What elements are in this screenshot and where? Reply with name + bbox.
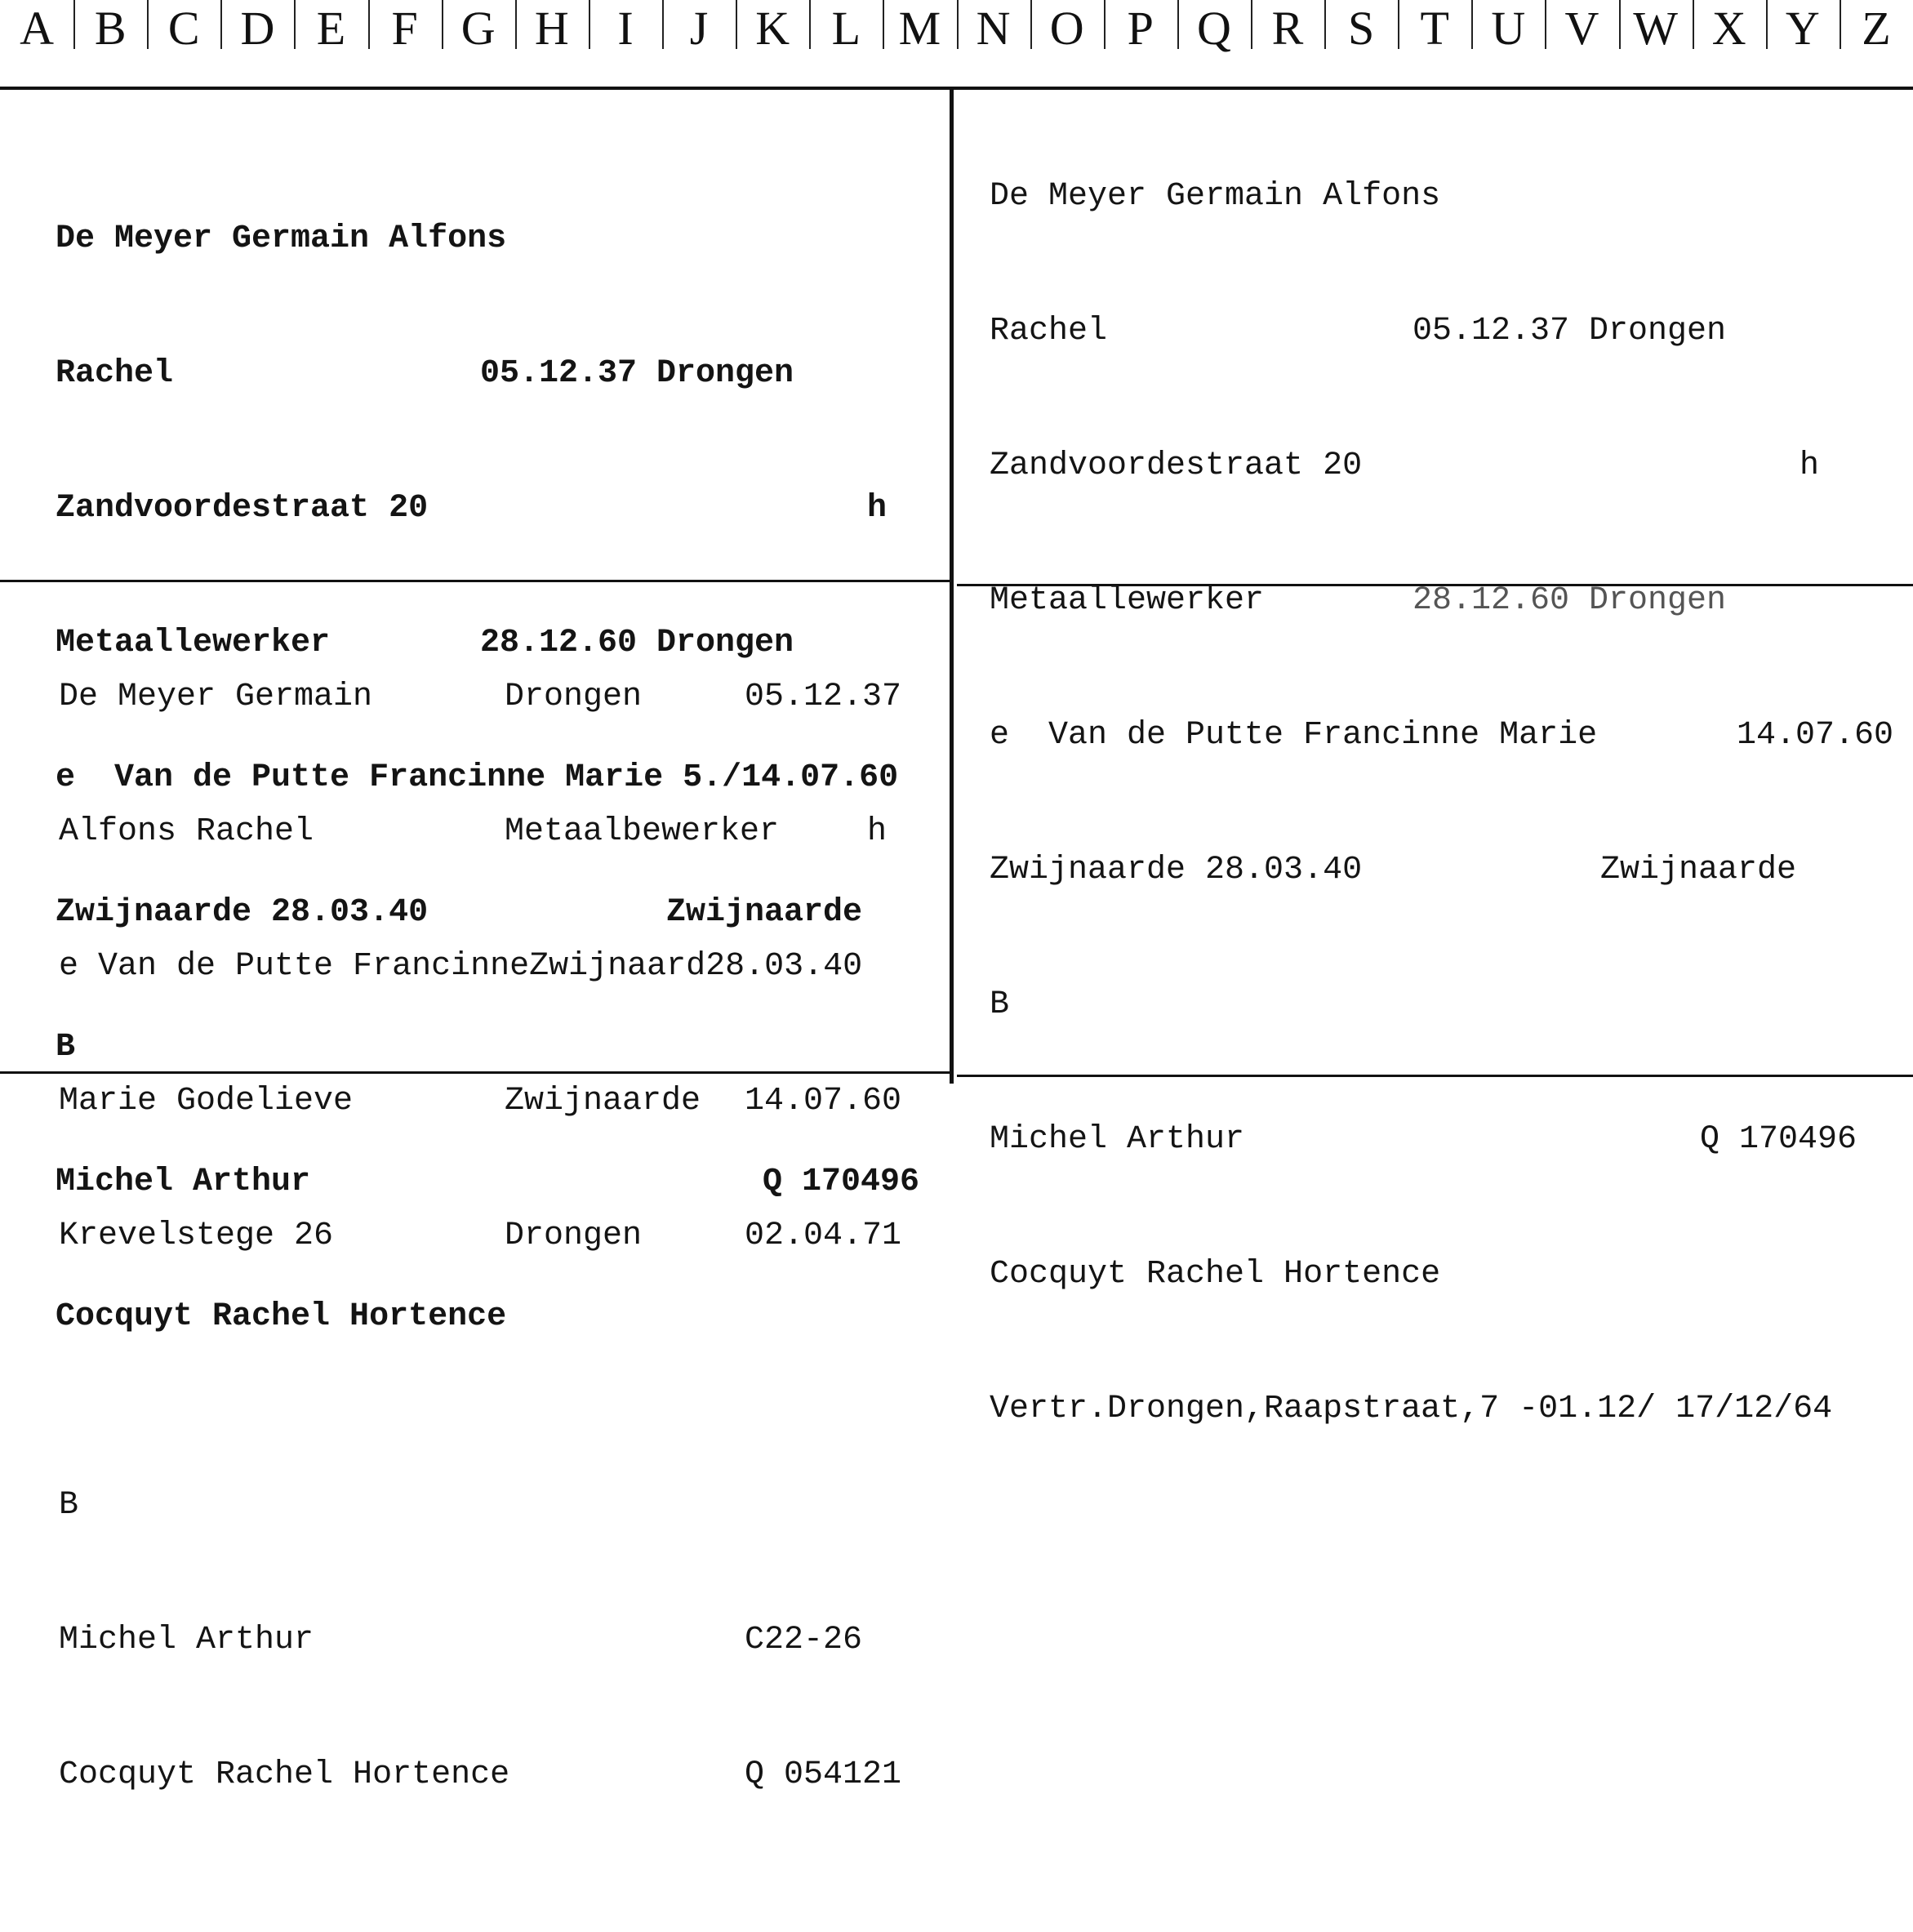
card-birth-date: 05.12.37 — [745, 679, 902, 715]
card-nationality: B — [59, 1487, 79, 1524]
alphabet-divider — [1030, 0, 1032, 49]
alphabet-divider — [1324, 0, 1326, 49]
alphabet-divider — [1177, 0, 1179, 49]
card-birth-date: 05.12.37 Drongen — [480, 355, 794, 392]
alphabet-divider — [1766, 0, 1768, 49]
alphabet-divider — [589, 0, 590, 49]
card-departure-note: Vertr.Drongen,Raapstraat,7 -01.12/ 17/12/64 — [990, 1391, 1833, 1427]
card-given-name: Rachel — [56, 355, 174, 392]
card-occupation-date: 28.12.60 Drongen — [1413, 582, 1727, 619]
card-birthplace: Drongen — [505, 679, 643, 715]
card-occupation: Metaallewerker — [990, 582, 1265, 619]
card-spouse-birthplace: Zwijnaarde — [666, 894, 863, 931]
card-divider-vertical — [950, 90, 954, 1084]
card-father: Michel Arthur — [59, 1622, 314, 1658]
alphabet-divider — [1398, 0, 1399, 49]
alphabet-divider — [1471, 0, 1473, 49]
alphabet-letter-k: K — [755, 2, 790, 55]
card-spouse-line: e Van de Putte Francinne Marie 5./14.07.60 — [56, 759, 899, 796]
alphabet-letter-p: P — [1127, 2, 1154, 55]
card-reference-code: Q 054121 — [745, 1756, 902, 1793]
card-occupation: Metaalbewerker — [505, 813, 780, 850]
alphabet-divider — [368, 0, 370, 49]
alphabet-divider — [147, 0, 149, 49]
alphabet-letter-c: C — [167, 2, 200, 55]
alphabet-letter-j: J — [689, 2, 709, 55]
card-nationality: B — [56, 1029, 76, 1066]
card-address: Zandvoordestraat 20 — [990, 447, 1363, 484]
alphabet-divider — [1104, 0, 1106, 49]
alphabet-letter-t: T — [1420, 2, 1449, 55]
alphabet-divider — [1251, 0, 1252, 49]
alphabet-letter-o: O — [1049, 2, 1084, 55]
alphabet-divider — [294, 0, 296, 49]
alphabet-letter-e: E — [316, 2, 346, 55]
card-address: Zandvoordestraat 20 — [56, 490, 429, 527]
alphabet-letter-i: I — [617, 2, 634, 55]
alphabet-divider — [1545, 0, 1546, 49]
alphabet-letter-f: F — [391, 2, 418, 55]
alphabet-divider — [736, 0, 737, 49]
card-father: Michel Arthur — [990, 1121, 1245, 1158]
alphabet-letter-q: Q — [1196, 2, 1231, 55]
alphabet-letter-w: W — [1633, 2, 1678, 55]
card-spouse-given-names: Marie Godelieve — [59, 1083, 354, 1120]
alphabet-divider — [220, 0, 222, 49]
card-flag: h — [867, 813, 888, 850]
alphabet-divider — [1840, 0, 1841, 49]
alphabet-divider — [957, 0, 959, 49]
alphabet-letter-r: R — [1271, 2, 1304, 55]
card-spouse-line: e Van de Putte Francinne Marie — [990, 717, 1598, 754]
alphabet-divider — [1693, 0, 1694, 49]
card-mother: Cocquyt Rachel Hortence — [990, 1256, 1441, 1293]
card-spouse-line: e Van de Putte FrancinneZwijnaard28.03.40 — [59, 948, 863, 985]
card-name-line: De Meyer Germain — [59, 679, 373, 715]
alphabet-letter-g: G — [460, 2, 496, 55]
index-card-bottom-left — [59, 585, 941, 1842]
alphabet-letter-l: L — [831, 2, 861, 55]
alphabet-letter-z: Z — [1862, 2, 1891, 55]
card-spouse-birth: Zwijnaarde 28.03.40 — [56, 894, 429, 931]
card-name-line: De Meyer Germain Alfons — [56, 220, 507, 257]
alphabet-letter-a: A — [20, 2, 54, 55]
alphabet-letter-b: B — [94, 2, 127, 55]
card-reference-code: Q 170496 — [763, 1164, 920, 1200]
card-birth-date: 05.12.37 Drongen — [1413, 313, 1727, 349]
card-address-date: 02.04.71 — [745, 1218, 902, 1254]
alphabet-letter-u: U — [1491, 2, 1526, 55]
alphabet-letter-x: X — [1711, 2, 1746, 55]
alphabet-divider — [1619, 0, 1621, 49]
index-card-top-right — [990, 84, 1896, 1476]
card-given-names: Alfons Rachel — [59, 813, 314, 850]
alphabet-divider — [809, 0, 811, 49]
card-spouse-date: 14.07.60 — [1737, 717, 1894, 754]
card-location-code: C22-26 — [745, 1622, 863, 1658]
card-address-place: Drongen — [505, 1218, 643, 1254]
alphabet-divider — [442, 0, 443, 49]
card-address: Krevelstege 26 — [59, 1218, 334, 1254]
alphabet-letter-h: H — [534, 2, 569, 55]
card-occupation: Metaallewerker — [56, 625, 331, 661]
card-given-name: Rachel — [990, 313, 1108, 349]
alphabet-divider — [515, 0, 517, 49]
card-flag: h — [867, 490, 888, 527]
alphabet-divider — [662, 0, 664, 49]
card-name-line: De Meyer Germain Alfons — [990, 178, 1441, 215]
card-flag: h — [1800, 447, 1820, 484]
alphabet-letter-s: S — [1347, 2, 1375, 55]
alphabet-divider — [73, 0, 75, 49]
alphabet-letter-v: V — [1564, 2, 1599, 55]
card-father: Michel Arthur — [56, 1164, 311, 1200]
card-nationality: B — [990, 986, 1010, 1023]
alphabet-letter-d: D — [240, 2, 275, 55]
card-mother: Cocquyt Rachel Hortence — [56, 1298, 507, 1335]
card-spouse-birth: Zwijnaarde 28.03.40 — [990, 852, 1363, 888]
card-mother: Cocquyt Rachel Hortence — [59, 1756, 510, 1793]
alphabet-letter-y: Y — [1785, 2, 1820, 55]
card-spouse-date: 14.07.60 — [745, 1083, 902, 1120]
alphabet-letter-n: N — [976, 2, 1011, 55]
card-spouse-place: Zwijnaarde — [505, 1083, 701, 1120]
card-reference-code: Q 170496 — [1700, 1121, 1857, 1158]
alphabet-letter-m: M — [898, 2, 941, 55]
alphabet-divider — [883, 0, 884, 49]
alphabet-index-strip — [0, 0, 1913, 90]
card-spouse-birthplace: Zwijnaarde — [1600, 852, 1797, 888]
card-occupation-date: 28.12.60 Drongen — [480, 625, 794, 661]
